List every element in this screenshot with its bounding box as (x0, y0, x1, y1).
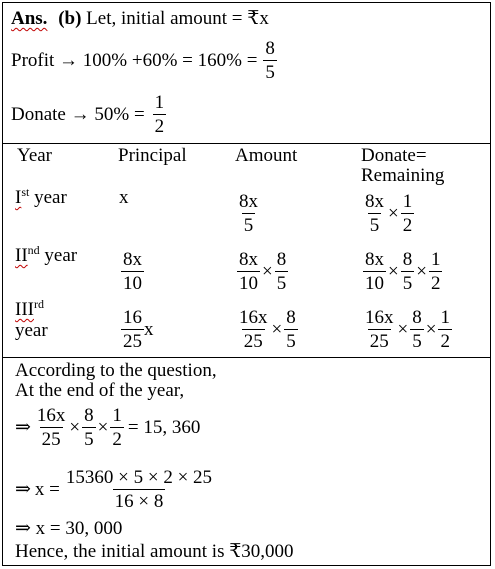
remaining-1-f2-den: 2 (402, 215, 413, 236)
column-header-principal: Principal (118, 145, 187, 166)
donate-line (11, 93, 166, 136)
principal-2 (121, 250, 144, 293)
eq1-rhs: = 15, 360 (127, 417, 201, 438)
amount-3-f2-den: 5 (286, 331, 296, 352)
answer-line (11, 9, 269, 28)
year-label-1 (15, 185, 67, 208)
times-sign: × (416, 261, 427, 282)
year-word-2: year (39, 245, 78, 266)
eq1-f1-num: 16x (36, 405, 66, 426)
equation-2 (15, 468, 214, 511)
amount-2-f1-num: 8x (239, 249, 258, 270)
remaining-2-f1-den: 10 (365, 273, 384, 294)
amount-3-f1-den: 25 (243, 331, 263, 352)
times-sign: × (262, 261, 273, 282)
times-sign: × (69, 417, 81, 438)
remaining-1-f1-den: 5 (369, 215, 380, 236)
remaining-1 (363, 192, 414, 235)
profit-fraction (263, 39, 277, 82)
eq1-f3-num: 1 (112, 405, 122, 426)
year-label-3 (15, 297, 44, 320)
remaining-2-f2-den: 5 (402, 273, 413, 294)
year-suffix-3: rd (33, 297, 44, 311)
remaining-3-f2-den: 5 (412, 331, 422, 352)
principal-3-num: 16 (123, 307, 142, 328)
column-header-amount: Amount (235, 145, 298, 166)
conclusion: Hence, the initial amount is ₹30,000 (15, 541, 294, 562)
profit-numerator: 8 (265, 38, 275, 59)
principal-3-den: 25 (123, 331, 142, 352)
amount-3-f2-num: 8 (286, 307, 296, 328)
eq2-den: 16 × 8 (114, 491, 164, 512)
remaining-3-f1-num: 16x (365, 307, 394, 328)
answer-option: (b) (58, 8, 82, 29)
yearly-table (2, 143, 491, 359)
working-section (2, 357, 491, 566)
principal-3 (121, 308, 154, 351)
remaining-1-f2-num: 1 (402, 191, 413, 212)
amount-3 (237, 308, 298, 351)
implies-symbol: ⇒ (15, 518, 31, 539)
remaining-3-f3-num: 1 (440, 307, 450, 328)
remaining-3-f1-den: 25 (369, 331, 389, 352)
times-sign: × (425, 319, 437, 340)
times-sign: × (388, 203, 399, 224)
principal-3-suffix: x (144, 319, 154, 340)
column-header-year: Year (17, 145, 53, 166)
principal-1: x (119, 187, 129, 208)
times-sign: × (271, 319, 283, 340)
times-sign: × (397, 319, 409, 340)
equation-1 (15, 406, 200, 449)
year-word-3: year (15, 320, 48, 341)
remaining-1-f1-num: 8x (365, 191, 384, 212)
donate-numerator: 1 (154, 92, 165, 113)
working-line-2: At the end of the year, (15, 380, 185, 401)
eq2-num: 15360 × 5 × 2 × 25 (65, 467, 213, 488)
eq2-lhs: x = (34, 479, 60, 500)
year-numeral-1: I (15, 187, 22, 208)
year-numeral-2: II (15, 245, 28, 266)
amount-1 (237, 192, 260, 235)
donate-fraction (153, 93, 167, 136)
amount-1-num: 8x (239, 191, 258, 212)
principal-2-den: 10 (123, 273, 142, 294)
remaining-3-f3-den: 2 (440, 331, 450, 352)
equation-3 (15, 519, 122, 538)
remaining-3-f2-num: 8 (412, 307, 422, 328)
eq1-f3-den: 2 (112, 429, 122, 450)
donate-label: Donate → 50% = (11, 104, 145, 125)
amount-2-f2-num: 8 (276, 249, 287, 270)
amount-2 (237, 250, 288, 293)
profit-label: Profit → 100% +60% = 160% = (11, 50, 258, 71)
year-suffix-2: nd (27, 243, 40, 257)
remaining-2-f3-den: 2 (430, 273, 441, 294)
amount-1-den: 5 (243, 215, 254, 236)
column-header-remaining: Remaining (361, 165, 445, 186)
column-header-donate: Donate= (361, 145, 427, 166)
donate-denominator: 2 (154, 116, 165, 137)
eq1-f2-num: 8 (84, 405, 94, 426)
year-suffix-1: st (21, 185, 30, 199)
amount-2-f2-den: 5 (276, 273, 287, 294)
working-line-1: According to the question, (15, 360, 217, 381)
principal-2-num: 8x (123, 249, 142, 270)
year-word-1: year (29, 187, 67, 208)
year-numeral-3: III (15, 299, 34, 320)
remaining-2-f1-num: 8x (365, 249, 384, 270)
implies-symbol: ⇒ (15, 479, 31, 500)
answer-label: Ans. (11, 8, 48, 29)
times-sign: × (388, 261, 399, 282)
amount-2-f1-den: 10 (239, 273, 258, 294)
remaining-3 (363, 308, 452, 351)
profit-denominator: 5 (265, 62, 275, 83)
remaining-2-f2-num: 8 (402, 249, 413, 270)
remaining-2 (363, 250, 442, 293)
eq3-text: x = 30, 000 (35, 518, 123, 539)
eq1-f2-den: 5 (84, 429, 94, 450)
profit-line (11, 39, 277, 82)
let-statement: Let, initial amount = ₹x (86, 8, 269, 29)
year-label-2 (15, 243, 78, 266)
eq1-f1-den: 25 (41, 429, 61, 450)
amount-3-f1-num: 16x (239, 307, 268, 328)
given-section (2, 2, 491, 145)
implies-symbol: ⇒ (15, 417, 31, 438)
remaining-2-f3-num: 1 (430, 249, 441, 270)
times-sign: × (97, 417, 109, 438)
